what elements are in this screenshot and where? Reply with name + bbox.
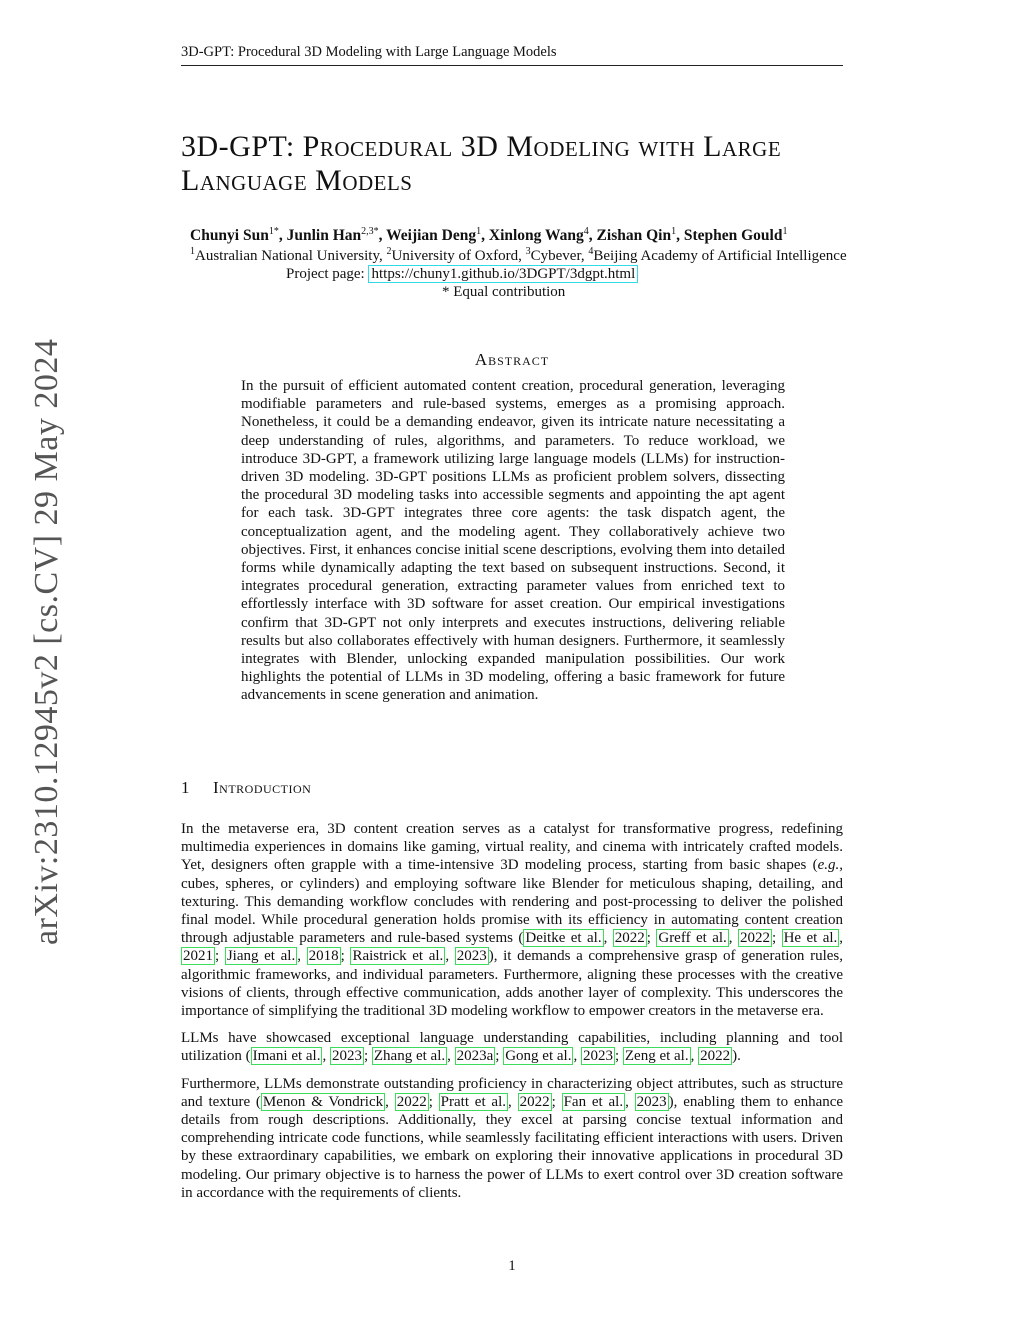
text-run: LLMs have showcased exceptional language understanding capabilities, including planning and tool utilization ( bbox=[181, 1030, 843, 1065]
citation-link[interactable]: 2023 bbox=[636, 1093, 667, 1110]
citation-link[interactable]: 2018 bbox=[308, 948, 339, 965]
paragraph: Furthermore, LLMs demonstrate outstanding proficiency in characterizing object attributes, such as structure and texture ( Menon & Vondrick , 2022 ; Pratt et al. , 2022 ; Fan et al. , 2023 ), enabling them to enhance details from rough descriptions. Additionally, they excel at parsing concise textual information and comprehending intricate code functions, while seamlessly facilitating efficient interactions with users. Driven by these extraordinary capabilities, we embark on exploring their innovative applications in procedural 3D modeling. Our primary objective is to harness the power of LLMs to exert control over 3D creation software in accordance with the requirements of clients. bbox=[181, 1075, 844, 1201]
introduction-body bbox=[181, 820, 843, 1211]
citation-link[interactable]: Jiang et al. bbox=[226, 948, 296, 965]
paragraph: In the metaverse era, 3D content creation serves as a catalyst for transformative progress, redefining multimedia experiences in domains like gaming, virtual reality, and cinema with intricately crafted models. Yet, designers often grapple with a time-intensive 3D modeling process, starting from basic shapes (e.g., cubes, spheres, or cylinders) and employing software like Blender for meticulous shaping, detailing, and texturing. This demanding workflow concludes with rendering and post-processing to deliver the polished final model. While procedural generation holds promise with its efficiency in automating content creation through adjustable parameters and rule-based systems ( Deitke et al. , 2022 ; Greff et al. , 2022 ; He et al. , 2021 ; Jiang et al. , 2018 ; Raistrick et al. , 2023 ), it demands a comprehensive grasp of generation rules, algorithmic frameworks, and individual parameters. Furthermore, aligning these processes with the creative visions of clients, through effective communication, adds another layer of complexity. This underscores the importance of simplifying the traditional 3D modeling workflow to empower creators in the metaverse era. bbox=[181, 821, 844, 1020]
text-run: , cubes, spheres, or cylinders) and employing software like Blender for meticulous shaping, detailing, and texturing. This demanding workflow concludes with rendering and post-processing to deliver the polished final model. While procedural generation holds promise with its efficiency in automating content creation through adjustable parameters and rule-based systems ( bbox=[181, 857, 843, 947]
affil-name: Cybever, bbox=[530, 248, 589, 264]
title-line-1: 3D-GPT: Procedural 3D Modeling with Large bbox=[181, 130, 782, 163]
section-heading bbox=[181, 778, 311, 798]
text-run: ), enabling them to enhance details from rough descriptions. Additionally, they excel at parsing concise textual information and comprehending intricate code functions, while seamlessly facilitating efficient interactions with users. Driven by these extraordinary capabilities, we embark on exploring their innovative applications in procedural 3D modeling. Our primary objective is to harness the power of LLMs to exert control over 3D creation software in accordance with the requirements of clients. bbox=[181, 1093, 844, 1201]
author-name: Chunyi Sun bbox=[190, 227, 269, 245]
text-run: In the metaverse era, 3D content creation serves as a catalyst for transformative progress, redefining multimedia experiences in domains like gaming, virtual reality, and cinema with intricately crafted models. Yet, designers often grapple with a time-intensive 3D modeling process, starting from basic shapes ( bbox=[181, 821, 843, 874]
project-page bbox=[286, 266, 638, 283]
citation-link[interactable]: 2023 bbox=[582, 1048, 613, 1065]
citation-link[interactable]: Menon & Vondrick bbox=[262, 1093, 384, 1110]
section-number: 1 bbox=[181, 778, 190, 797]
author-sup: 1 bbox=[476, 226, 482, 237]
author-sup: 2,3* bbox=[361, 226, 379, 237]
citation-link[interactable]: Pratt et al. bbox=[440, 1093, 507, 1110]
author-sup: 1* bbox=[268, 226, 279, 237]
affil-sup: 2 bbox=[386, 246, 392, 257]
citation-link[interactable]: Deitke et al. bbox=[525, 930, 602, 947]
paragraph: LLMs have showcased exceptional language understanding capabilities, including planning and tool utilization ( Imani et al. , 2023 ; Zhang et al. , 2023a ; Gong et al. , 2023 ; Zeng et al. , 2022 ). bbox=[181, 1030, 843, 1065]
project-label: Project page: bbox=[286, 266, 369, 282]
citation-link[interactable]: Greff et al. bbox=[658, 930, 727, 947]
citation-link[interactable]: 2022 bbox=[396, 1093, 427, 1110]
text-run: Furthermore, LLMs demonstrate outstanding proficiency in characterizing object attributes, such as structure and texture ( bbox=[181, 1075, 843, 1110]
affiliations bbox=[190, 246, 990, 265]
text-run: ). bbox=[732, 1048, 741, 1065]
text-run-italic: e.g. bbox=[817, 857, 840, 874]
citation-link[interactable]: 2021 bbox=[183, 948, 213, 965]
citation-link[interactable]: Raistrick et al. bbox=[352, 948, 444, 965]
citation-link[interactable]: 2023a bbox=[456, 1048, 494, 1065]
page-number: 1 bbox=[508, 1258, 516, 1274]
arxiv-stamp: arXiv:2310.12945v2 [cs.CV] 29 May 2024 bbox=[28, 338, 65, 945]
author-name: Stephen Gould bbox=[683, 227, 783, 245]
author-sup: 1 bbox=[671, 226, 677, 237]
title-line-2: Language Models bbox=[181, 164, 413, 197]
citation-link[interactable]: 2023 bbox=[456, 948, 487, 965]
paper-title bbox=[181, 130, 881, 198]
section-title: Introduction bbox=[213, 778, 312, 797]
text-run: ), it demands a comprehensive grasp of generation rules, algorithmic frameworks, and individual parameters. Furthermore, aligning these processes with the creative visions of clients, through effective communication, adds another layer of complexity. This underscores the importance of simplifying the traditional 3D modeling workflow to empower creators in the metaverse era. bbox=[181, 948, 843, 1020]
abstract-body: In the pursuit of efficient automated content creation, procedural generation, leveraging modifiable parameters and rule-based systems, emerges as a promising approach. Nonetheless, it could be a demanding endeavor, given its intricate nature necessitating a deep understanding of rules, algorithms, and parameters. To reduce workload, we introduce 3D-GPT, a framework utilizing large language models (LLMs) for instruction-driven 3D modeling. 3D-GPT positions LLMs as proficient problem solvers, dissecting the procedural 3D modeling tasks into accessible segments and appointing the apt agent for each task. 3D-GPT integrates three core agents: the task dispatch agent, the conceptualization agent, and the modeling agent. They collaboratively achieve two objectives. First, it enhances concise initial scene descriptions, evolving them into detailed forms while dynamically adapting the text based on subsequent instructions. Second, it integrates procedural generation, extracting parameter values from enriched text to effortlessly interface with 3D software for asset creation. Our empirical investigations confirm that 3D-GPT not only interprets and executes instructions, delivering reliable results but also collaborates effectively with human designers. Furthermore, it seamlessly integrates with Blender, unlocking expanded manipulation possibilities. Our work highlights the potential of LLMs in 3D modeling, offering a basic framework for future advancements in scene generation and animation. bbox=[241, 378, 785, 704]
citation-link[interactable]: Zhang et al. bbox=[373, 1048, 446, 1065]
citation-link[interactable]: Imani et al. bbox=[252, 1048, 321, 1065]
citation-link[interactable]: Zeng et al. bbox=[624, 1048, 689, 1065]
author-name: Xinlong Wang bbox=[488, 227, 584, 245]
affil-name: University of Oxford, bbox=[391, 248, 526, 264]
citation-link[interactable]: Gong et al. bbox=[505, 1048, 572, 1065]
author-sup: 4 bbox=[583, 226, 589, 237]
author-name: Junlin Han bbox=[286, 227, 362, 245]
project-link[interactable]: https://chuny1.github.io/3DGPT/3dgpt.html bbox=[368, 265, 638, 283]
running-head: 3D-GPT: Procedural 3D Modeling with Large Language Models bbox=[181, 44, 843, 66]
affil-name: Australian National University, bbox=[195, 248, 387, 264]
author-list: Chunyi Sun$^{1*}$, Junlin Han$^{2,3*}$, Weijian Deng$^1$, Xinlong Wang$^4$, Zishan Qin$^1$, Stephen Gould$^1$ bbox=[190, 226, 788, 245]
equal-contribution-note: * Equal contribution bbox=[442, 284, 566, 300]
abstract-heading: Abstract bbox=[474, 350, 550, 369]
author-sup: 1 bbox=[782, 226, 788, 237]
author-name: Weijian Deng bbox=[386, 227, 477, 245]
citation-link[interactable]: 2022 bbox=[739, 930, 770, 947]
citation-link[interactable]: 2022 bbox=[700, 1048, 731, 1065]
affil-name: Beijing Academy of Artificial Intelligence bbox=[593, 248, 847, 264]
affil-sup: 3 bbox=[525, 246, 531, 257]
citation-link[interactable]: 2022 bbox=[519, 1093, 550, 1110]
citation-link[interactable]: Fan et al. bbox=[563, 1093, 624, 1110]
citation-link[interactable]: 2022 bbox=[614, 930, 645, 947]
citation-link[interactable]: 2023 bbox=[331, 1048, 362, 1065]
citation-link[interactable]: He et al. bbox=[783, 930, 838, 947]
author-name: Zishan Qin bbox=[596, 227, 672, 245]
affil-sup: 1 bbox=[190, 246, 195, 257]
affil-sup: 4 bbox=[588, 246, 594, 257]
